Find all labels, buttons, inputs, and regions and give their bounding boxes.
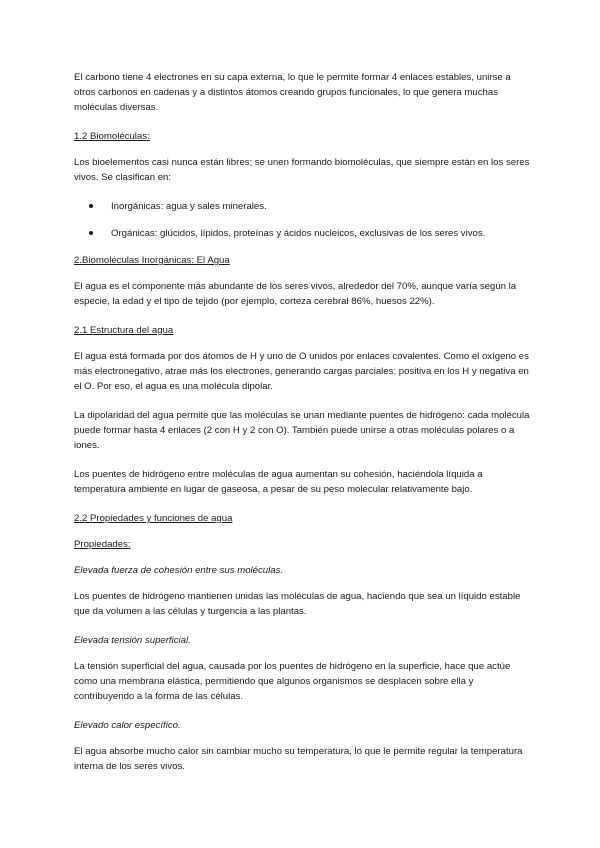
document-page (74, 70, 534, 788)
paragraph-dipolaridad: La dipolaridad del agua permite que las moléculas se unan mediante puentes de hidrógeno: cada molécula puede formar hasta 4 enlaces (2 con H y 2 con O). También puede unirse a otras moléculas polares o a iones. (74, 410, 530, 451)
paragraph-agua-abundancia: El agua es el componente más abundante de los seres vivos, alrededor del 70%, aunque varía según la especie, la edad y el tipo de tejido (por ejemplo, corteza cerebral 86%, huesos 22%). (74, 281, 517, 307)
subheading-cohesion: Elevada fuerza de cohesión entre sus moléculas. (74, 565, 284, 576)
heading-propiedades: Propiedades: (74, 539, 131, 550)
heading-agua: 2.Biomoléculas Inorgánicas: El Agua (74, 255, 230, 266)
bullet-icon (89, 231, 93, 235)
paragraph-bioelementos: Los bioelementos casi nunca están libres; se unen formando biomoléculas, que siempre están en los seres vivos. Se clasifican en: (74, 157, 530, 183)
list-item-text: Inorgánicas: agua y sales minerales. (111, 201, 267, 212)
paragraph-calor: El agua absorbe mucho calor sin cambiar mucho su temperatura, lo que le permite regular la temperatura interna de los seres vivos. (74, 746, 523, 772)
bullet-icon (89, 204, 93, 208)
list-item (74, 199, 534, 214)
paragraph-carbono: El carbono tiene 4 electrones en su capa externa, lo que le permite formar 4 enlaces estables, unirse a otros carbonos en cadenas y a distintos átomos creando grupos funcionales, lo que genera muchas moléculas diversas. (74, 72, 511, 113)
heading-propiedades-funciones: 2.2 Propiedades y funciones de agua (74, 513, 233, 524)
paragraph-tension: La tensión superficial del agua, causada por los puentes de hidrógeno en la superficie, hace que actúe como una membrana elástica, permitiendo que algunos organismos se desplacen sobre ella y contribuyendo a la forma de las células. (74, 661, 511, 702)
heading-estructura: 2.1 Estructura del agua (74, 325, 174, 336)
heading-biomoleculas: 1.2 Biomoléculas: (74, 131, 150, 142)
paragraph-puentes-hidrogeno: Los puentes de hidrógeno mantienen unidas las moléculas de agua, haciendo que sea un líquido estable que da volumen a las células y turgencia a las plantas. (74, 591, 521, 617)
subheading-calor: Elevado calor específico. (74, 720, 181, 731)
paragraph-cohesion: Los puentes de hidrógeno entre moléculas de agua aumentan su cohesión, haciéndola líquida a temperatura ambiente en lugar de gaseosa, a pesar de su peso molecular relativamente bajo. (74, 469, 483, 495)
paragraph-estructura: El agua está formada por dos átomos de H y uno de O unidos por enlaces covalentes. Como el oxígeno es más electronegativo, atrae más los electrones, generando cargas parciales: positiva en los H y negativa en el O. Por eso, el agua es una molécula dipolar. (74, 351, 529, 392)
biomolecule-classification-list (74, 199, 534, 241)
subheading-tension: Elevada tensión superficial. (74, 635, 191, 646)
list-item-text: Orgánicas: glúcidos, lípidos, proteínas y ácidos nucleicos, exclusivas de los seres vivos. (111, 228, 486, 239)
list-item (74, 226, 534, 241)
